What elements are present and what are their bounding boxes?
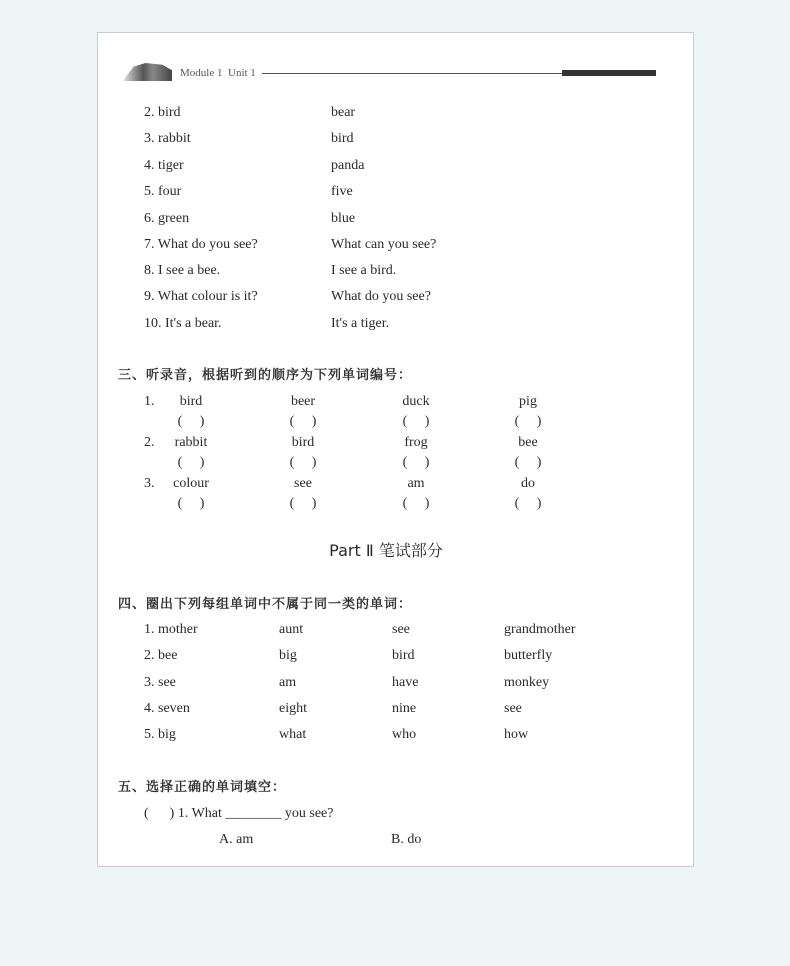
choice-word[interactable]: have [392, 674, 419, 690]
answer-blank[interactable]: ( ) [514, 414, 542, 429]
choice-word[interactable]: big [279, 648, 297, 664]
choice-word[interactable]: 2. bee [144, 648, 178, 664]
choice-word[interactable]: see [504, 700, 522, 716]
choice-word[interactable]: aunt [279, 622, 304, 637]
pair-word-left: 2. bird [144, 105, 181, 120]
answer-blank[interactable]: ( ) [177, 455, 205, 470]
pair-word-right: bird [331, 131, 354, 146]
listening-word: beer [290, 394, 316, 409]
header-bar [562, 70, 656, 76]
module-label: Module 1 [180, 67, 223, 79]
pair-word-left: 3. rabbit [144, 131, 191, 146]
page-header [124, 63, 656, 83]
answer-blank[interactable]: ( ) [402, 455, 430, 470]
option-b[interactable]: B. do [391, 832, 422, 847]
choice-word[interactable]: butterfly [504, 648, 553, 664]
listening-word: frog [404, 435, 428, 450]
choice-word[interactable]: who [392, 727, 417, 743]
unit-label: Unit 1 [228, 67, 256, 79]
listening-word: duck [402, 394, 430, 409]
listening-word: bird [291, 435, 315, 450]
pair-word-right: I see a bird. [331, 263, 397, 278]
worksheet-page [97, 32, 694, 867]
section-4-title: 四、圈出下列每组单词中不属于同一类的单词： [118, 597, 413, 612]
choice-word[interactable]: nine [392, 700, 417, 716]
choice-word[interactable]: eight [279, 700, 307, 716]
choice-word[interactable]: what [279, 727, 307, 743]
answer-blank[interactable]: ( ) [514, 455, 542, 470]
pair-word-left: 6. green [144, 211, 190, 226]
answer-blank[interactable]: ( ) [402, 496, 430, 511]
listening-word: bee [518, 435, 538, 450]
pair-word-left: 9. What colour is it? [144, 289, 258, 304]
choice-word[interactable]: how [504, 727, 529, 743]
pair-word-right: five [331, 184, 353, 199]
choice-word[interactable]: 3. see [144, 674, 176, 690]
part-2-title: Part Ⅱ 笔试部分 [329, 541, 443, 560]
pair-word-right: panda [331, 158, 365, 173]
row-number: 3. [144, 476, 155, 491]
choice-word[interactable]: see [392, 622, 410, 637]
row-number: 2. [144, 435, 155, 450]
answer-blank[interactable]: ( ) [402, 414, 430, 429]
listening-word: bird [179, 394, 203, 409]
choice-word[interactable]: grandmother [504, 622, 576, 637]
listening-word: pig [519, 394, 537, 409]
answer-blank[interactable]: ( ) [289, 455, 317, 470]
pair-word-right: It's a tiger. [331, 316, 390, 331]
answer-blank[interactable]: ( ) [289, 496, 317, 511]
listening-word: am [407, 476, 425, 491]
choice-word[interactable]: am [279, 674, 297, 690]
pair-word-right: blue [331, 211, 356, 226]
answer-blank[interactable]: ( ) [514, 496, 542, 511]
listening-word: do [521, 476, 535, 491]
choice-word[interactable]: bird [392, 648, 415, 664]
pair-word-left: 10. It's a bear. [144, 316, 222, 331]
answer-blank[interactable]: ( ) [289, 414, 317, 429]
pair-word-right: What can you see? [331, 237, 437, 252]
row-number: 1. [144, 394, 155, 409]
header-rule [262, 73, 562, 74]
choice-word[interactable]: 4. seven [144, 700, 190, 716]
listening-word: see [294, 476, 312, 491]
choice-word[interactable]: 1. mother [144, 622, 198, 637]
book-logo-icon [124, 63, 172, 81]
pair-word-left: 5. four [144, 184, 182, 199]
answer-blank[interactable]: ( ) [177, 414, 205, 429]
pair-word-left: 8. I see a bee. [144, 263, 221, 278]
choice-word[interactable]: monkey [504, 674, 550, 690]
listening-word: colour [173, 476, 209, 491]
pair-word-right: bear [331, 105, 356, 120]
choice-word[interactable]: 5. big [144, 727, 176, 743]
listening-word: rabbit [174, 435, 208, 450]
section-5-title: 五、选择正确的单词填空： [118, 780, 287, 795]
section-3-title: 三、听录音，根据听到的顺序为下列单词编号： [118, 368, 413, 383]
answer-blank[interactable]: ( ) [177, 496, 205, 511]
question-1: ( ) 1. What ________ you see? [144, 806, 334, 821]
option-a[interactable]: A. am [219, 832, 254, 847]
pair-word-right: What do you see? [331, 289, 431, 304]
pair-word-left: 4. tiger [144, 158, 184, 173]
pair-word-left: 7. What do you see? [144, 237, 258, 252]
